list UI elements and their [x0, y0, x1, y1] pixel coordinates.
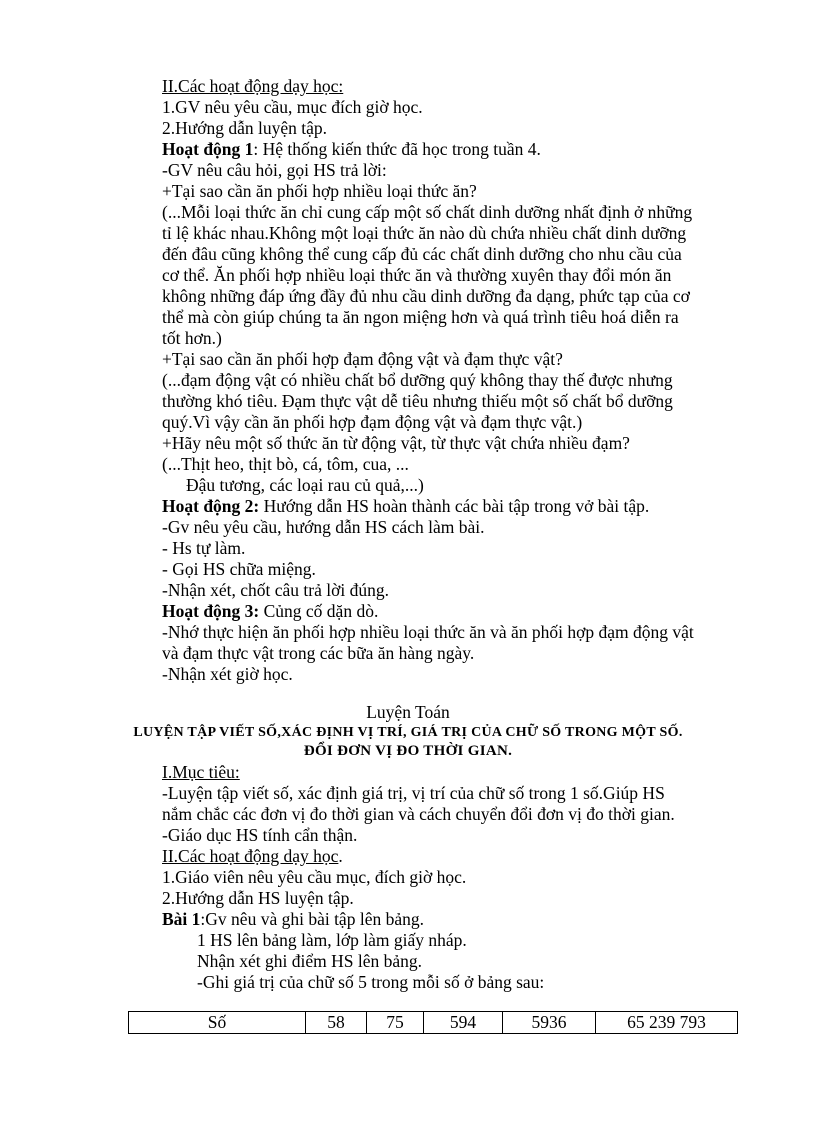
text-line: đến đâu cũng không thể cung cấp đủ các chất dinh dưỡng cho nhu cầu của — [162, 244, 682, 264]
text-line: -Nhớ thực hiện ăn phối hợp nhiều loại thức ăn và ăn phối hợp đạm động vật — [162, 622, 694, 642]
exercise-label: Bài 1 — [162, 909, 201, 929]
text-line: +Tại sao cần ăn phối hợp nhiều loại thức ăn? — [162, 181, 477, 201]
text-line: (...đạm động vật có nhiều chất bổ dưỡng quý không thay thế được nhưng — [162, 370, 673, 390]
activity-label: Hoạt động 1 — [162, 139, 254, 159]
activity-2-line — [162, 496, 649, 517]
text-line: -Luyện tập viết số, xác định giá trị, vị trí của chữ số trong 1 số.Giúp HS — [162, 783, 665, 803]
activity-1-line — [162, 139, 541, 160]
text-line: Nhận xét ghi điểm HS lên bảng. — [197, 951, 423, 971]
text-line: 1.GV nêu yêu cầu, mục đích giờ học. — [162, 97, 423, 117]
text-line: và đạm thực vật trong các bữa ăn hàng ngày. — [162, 643, 475, 663]
text-line: cơ thể. Ăn phối hợp nhiều loại thức ăn và thường xuyên thay đổi món ăn — [162, 265, 672, 285]
activity-label: Hoạt động 2: — [162, 496, 260, 516]
exercise-text: :Gv nêu và ghi bài tập lên bảng. — [200, 909, 424, 929]
text-line: không những đáp ứng đầy đủ nhu cầu dinh dưỡng đa dạng, phức tạp của cơ — [162, 286, 690, 306]
activity-3-line — [162, 601, 378, 622]
text-line: (...Thịt heo, thịt bò, cá, tôm, cua, ... — [162, 454, 409, 474]
lesson-title-line-2: ĐỔI ĐƠN VỊ ĐO THỜI GIAN. — [303, 743, 513, 759]
text-line: tỉ lệ khác nhau.Không một loại thức ăn nào dù chứa nhiều chất dinh dưỡng — [162, 223, 687, 243]
objectives-heading: I.Mục tiêu: — [162, 762, 240, 782]
table-cell: 594 — [424, 1012, 503, 1034]
text-line: -Giáo dục HS tính cẩn thận. — [162, 825, 358, 845]
text-line: tốt hơn.) — [162, 328, 222, 348]
table-cell: 58 — [306, 1012, 367, 1034]
table-header-cell: Số — [129, 1012, 306, 1034]
text-line: -Nhận xét giờ học. — [162, 664, 293, 684]
activity-text: : Hệ thống kiến thức đã học trong tuần 4. — [253, 139, 541, 159]
table-row — [129, 1012, 738, 1034]
activity-label: Hoạt động 3: — [162, 601, 260, 621]
text-line: -Ghi giá trị của chữ số 5 trong mỗi số ở bảng sau: — [197, 972, 545, 992]
text-line: 2.Hướng dẫn HS luyện tập. — [162, 888, 354, 908]
activity-text: Củng cố dặn dò. — [259, 601, 379, 621]
text-line: - Gọi HS chữa miệng. — [162, 559, 316, 579]
text-line: nắm chắc các đơn vị đo thời gian và cách chuyển đổi đơn vị đo thời gian. — [162, 804, 675, 824]
text-line: -Gv nêu yêu cầu, hướng dẫn HS cách làm bài. — [162, 517, 485, 537]
activity-text: Hướng dẫn HS hoàn thành các bài tập trong vở bài tập. — [259, 496, 650, 516]
table-cell: 75 — [367, 1012, 424, 1034]
text-line: quý.Vì vậy cần ăn phối hợp đạm động vật và đạm thực vật.) — [162, 412, 583, 432]
text-line: - Hs tự làm. — [162, 538, 246, 558]
digit-value-table — [128, 1011, 738, 1034]
text-line: -Nhận xét, chốt câu trả lời đúng. — [162, 580, 389, 600]
text-line: 1.Giáo viên nêu yêu cầu mục, đích giờ học. — [162, 867, 467, 887]
lesson-subject: Luyện Toán — [366, 702, 450, 722]
text-line: thể mà còn giúp chúng ta ăn ngon miệng hơn và quá trình tiêu hoá diễn ra — [162, 307, 679, 327]
text-line: thường khó tiêu. Đạm thực vật dễ tiêu nhưng thiếu một số chất bổ dưỡng — [162, 391, 673, 411]
section-heading-dot: . — [338, 846, 343, 866]
bai-1-line — [162, 909, 424, 930]
text-line: 2.Hướng dẫn luyện tập. — [162, 118, 328, 138]
section-heading — [162, 846, 343, 867]
text-line: +Tại sao cần ăn phối hợp đạm động vật và đạm thực vật? — [162, 349, 563, 369]
text-line: (...Mỗi loại thức ăn chỉ cung cấp một số chất dinh dưỡng nhất định ở những — [162, 202, 693, 222]
text-line: Đậu tương, các loại rau củ quả,...) — [186, 475, 424, 495]
table-cell: 65 239 793 — [596, 1012, 738, 1034]
text-line: 1 HS lên bảng làm, lớp làm giấy nháp. — [197, 930, 467, 950]
text-line: -GV nêu câu hỏi, gọi HS trả lời: — [162, 160, 387, 180]
text-line: +Hãy nêu một số thức ăn từ động vật, từ thực vật chứa nhiều đạm? — [162, 433, 630, 453]
lesson-title-line-1: LUYỆN TẬP VIẾT SỐ,XÁC ĐỊNH VỊ TRÍ, GIÁ TRỊ CỦA CHỮ SỐ TRONG MỘT SỐ. — [133, 725, 683, 740]
section-heading-text: II.Các hoạt động dạy học — [162, 846, 339, 866]
table-cell: 5936 — [503, 1012, 596, 1034]
section-heading: II.Các hoạt động dạy học: — [162, 76, 344, 96]
